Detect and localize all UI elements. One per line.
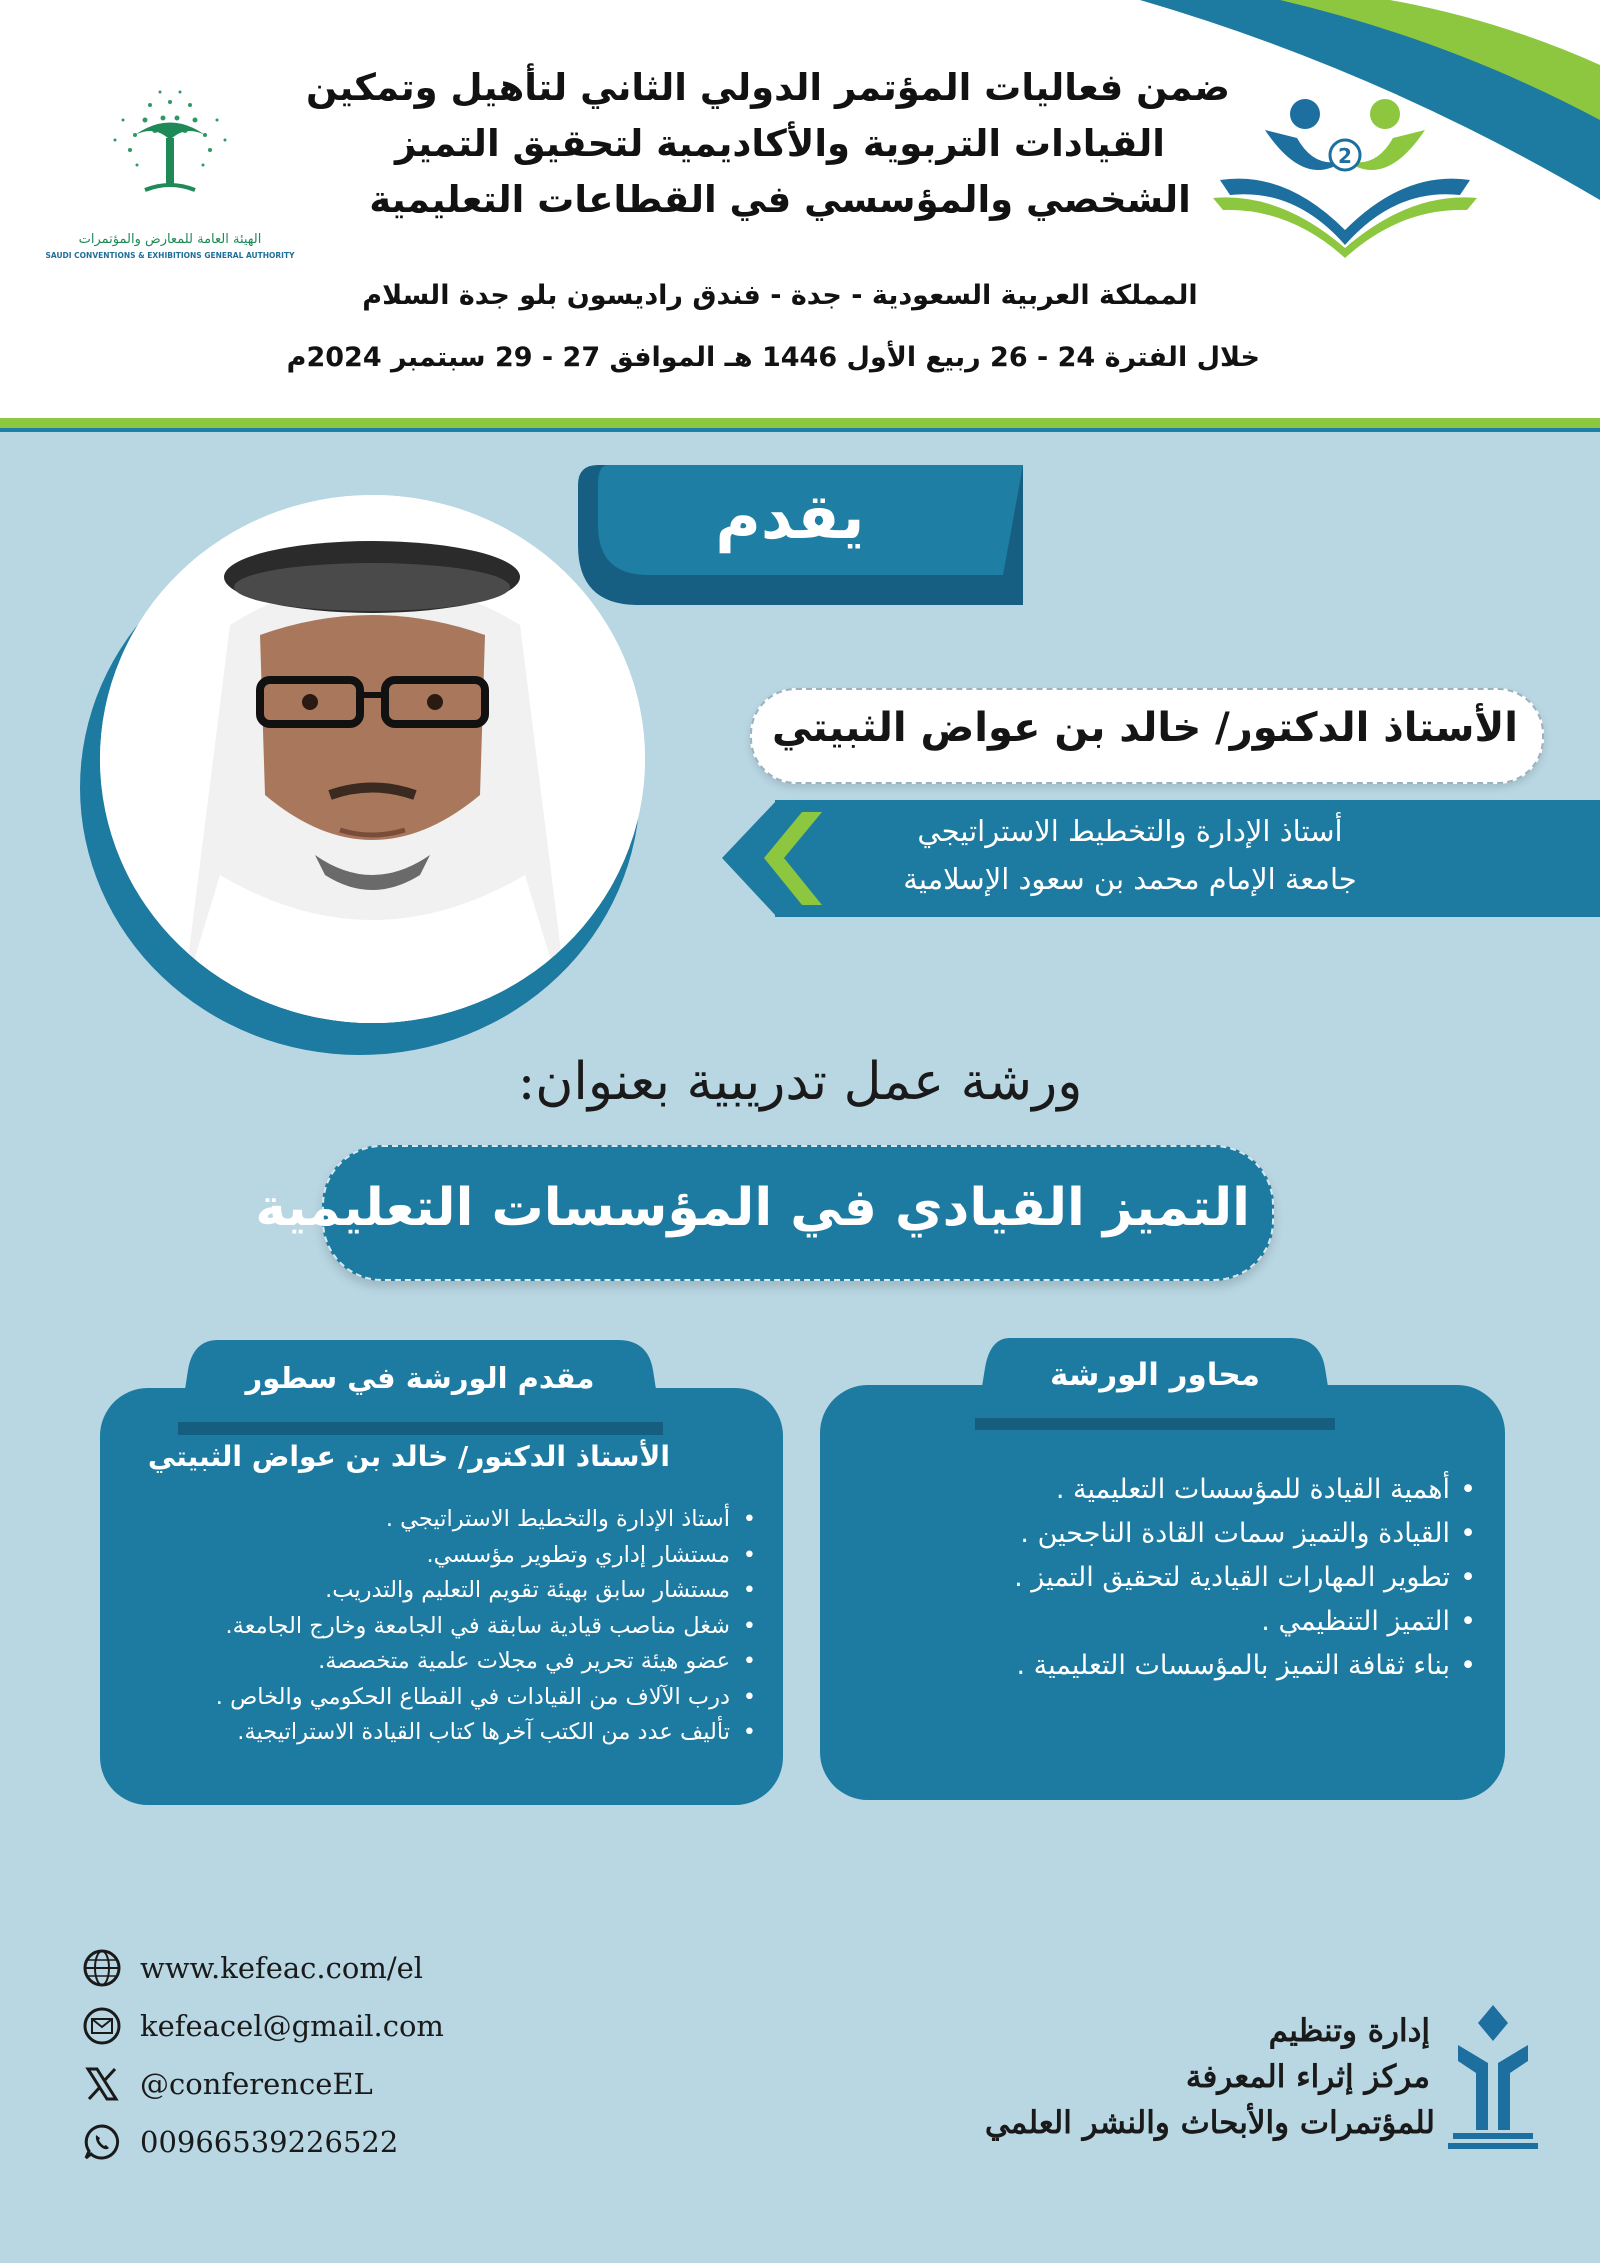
logo-left-english: SAUDI CONVENTIONS & EXHIBITIONS GENERAL AUTHORITY [45,251,295,260]
x-icon [82,2064,122,2104]
presents-label: يقدم [715,480,865,553]
header-divider-blue [0,428,1600,432]
contact-x-text: @conferenceEL [140,2067,373,2101]
list-item: • درب الآلاف من القيادات في القطاع الحكومي والخاص . [110,1680,730,1716]
list-item: • تطوير المهارات القيادية لتحقيق التميز . [840,1556,1450,1600]
organizer-line-2: مركز إثراء المعرفة [1185,2059,1430,2095]
mail-icon [82,2006,122,2046]
axes-list [840,1468,1486,1688]
list-item: • أهمية القيادة للمؤسسات التعليمية . [840,1468,1450,1512]
presenter-name: الأستاذ الدكتور/ خالد بن عواض الثبيتي [772,705,1518,751]
presenter-role-line-2: جامعة الإمام محمد بن سعود الإسلامية [903,862,1357,896]
contact-website-text: www.kefeac.com/el [140,1951,424,1985]
header-dates: خلال الفترة 24 - 26 ربيع الأول 1446 هـ الموافق 27 - 29 سبتمبر 2024م [286,342,1260,373]
presenter-photo [100,495,645,1023]
contact-email[interactable] [82,2006,444,2046]
globe-icon [82,1948,122,1988]
contact-email-text: kefeacel@gmail.com [140,2009,444,2043]
axes-heading: محاور الورشة [1050,1357,1260,1393]
list-item: • عضو هيئة تحرير في مجلات علمية متخصصة. [110,1644,730,1680]
contact-x[interactable] [82,2064,373,2104]
organizer-line-1: إدارة وتنظيم [1268,2013,1430,2049]
palm-logo-icon [75,80,265,230]
presenter-portrait-icon [100,495,645,1023]
header-title-line-1: ضمن فعاليات المؤتمر الدولي الثاني لتأهيل وتمكين [306,66,1230,109]
header-title-line-2: القيادات التربوية والأكاديمية لتحقيق التميز [395,122,1165,165]
header-title-line-3: الشخصي والمؤسسي في القطاعات التعليمية [369,178,1191,221]
logo-left-arabic: الهيئة العامة للمعارض والمؤتمرات [78,232,262,247]
list-item: • بناء ثقافة التميز بالمؤسسات التعليمية . [840,1644,1450,1688]
list-item: • مستشار إداري وتطوير مؤسسي. [110,1538,730,1574]
workshop-title: التميز القيادي في المؤسسات التعليمية [255,1178,1250,1238]
contact-website[interactable] [82,1948,423,1988]
conference-logo-icon [1205,80,1485,260]
organizer-logo-icon [1448,2005,1538,2155]
presenter-role-line-1: أستاذ الإدارة والتخطيط الاستراتيجي [917,814,1343,848]
bio-heading: مقدم الورشة في سطور [245,1361,595,1395]
contact-whatsapp-text: 00966539226522 [140,2125,399,2159]
list-item: • أستاذ الإدارة والتخطيط الاستراتيجي . [110,1502,730,1538]
list-item: • شغل مناصب قيادية سابقة في الجامعة وخارج الجامعة. [110,1609,730,1645]
whatsapp-icon [82,2122,122,2162]
header-location: المملكة العربية السعودية - جدة - فندق راديسون بلو جدة السلام [362,280,1198,311]
bio-list [110,1502,766,1751]
conference-logo-number: 2 [1338,144,1352,168]
contact-whatsapp[interactable] [82,2122,398,2162]
list-item: • تأليف عدد من الكتب آخرها كتاب القيادة الاستراتيجية. [110,1715,730,1751]
header-divider-green [0,418,1600,428]
header [0,0,1600,418]
list-item: • التميز التنظيمي . [840,1600,1450,1644]
list-item: • مستشار سابق بهيئة تقويم التعليم والتدريب. [110,1573,730,1609]
organizer-line-3: للمؤتمرات والأبحاث والنشر العلمي [984,2105,1435,2141]
list-item: • القيادة والتميز سمات القادة الناجحين . [840,1512,1450,1556]
workshop-intro: ورشة عمل تدريبية بعنوان: [517,1052,1083,1112]
bio-name: الأستاذ الدكتور/ خالد بن عواض الثبيتي [147,1440,670,1473]
